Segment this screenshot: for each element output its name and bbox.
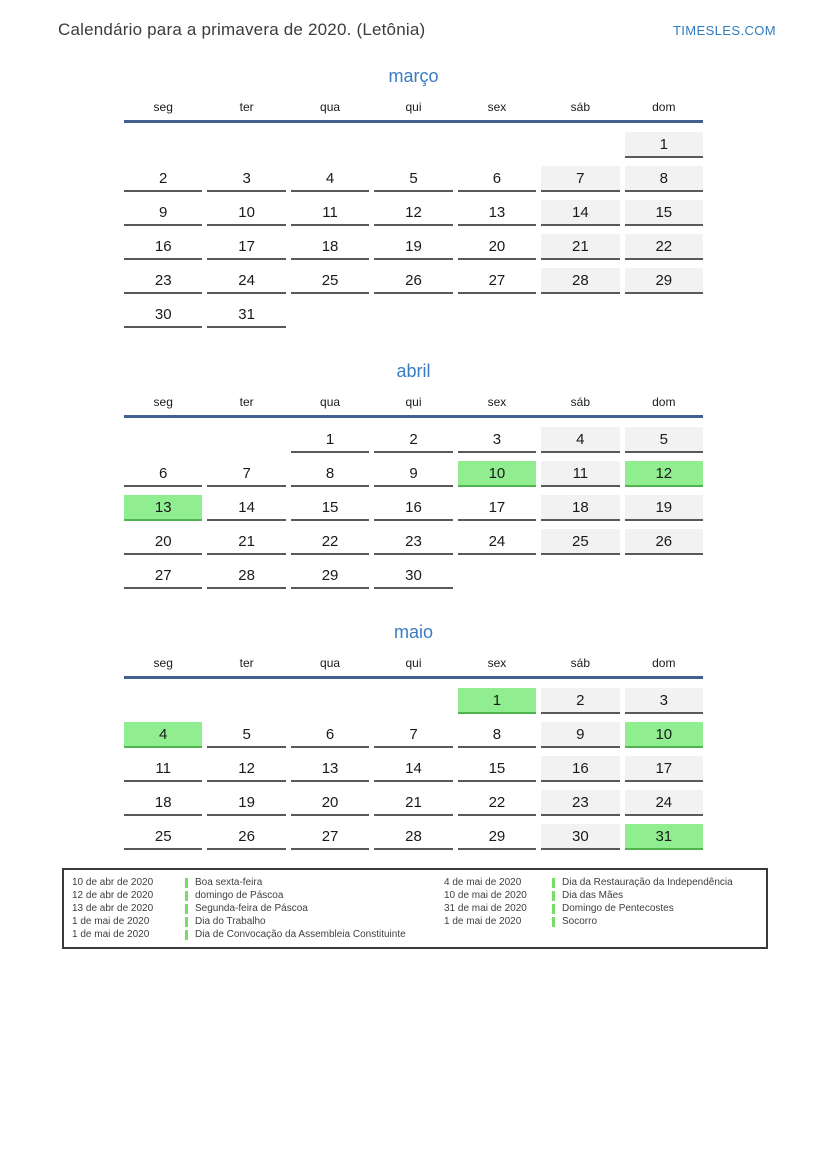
- day-cell: 20: [458, 234, 536, 260]
- day-cell: 16: [374, 495, 452, 521]
- day-cell: 1: [625, 132, 703, 158]
- legend-entry-date: 1 de mai de 2020: [444, 916, 522, 927]
- day-cell: 15: [291, 495, 369, 521]
- day-cell: 19: [207, 790, 285, 816]
- day-cell: 30: [541, 824, 619, 850]
- legend-entry: [72, 928, 444, 941]
- month-title: maio: [393, 622, 433, 642]
- weekday-label: qua: [320, 395, 341, 409]
- legend-entry: [72, 915, 444, 928]
- day-cell: 8: [625, 166, 703, 192]
- empty-cell: [625, 563, 703, 589]
- empty-cell: [541, 563, 619, 589]
- empty-cell: [124, 688, 202, 714]
- weekday-label: qui: [405, 395, 422, 409]
- day-cell: 10: [458, 461, 536, 487]
- weekday-label: dom: [652, 395, 676, 409]
- day-cell: 23: [374, 529, 452, 555]
- legend-entry-date: 12 de abr de 2020: [72, 890, 154, 901]
- site-logo-link[interactable]: TIMESLES.COM: [672, 23, 776, 38]
- weekday-label: sex: [487, 656, 507, 670]
- day-cell: 3: [207, 166, 285, 192]
- day-cell: 24: [625, 790, 703, 816]
- day-cell: 22: [291, 529, 369, 555]
- day-cell: 25: [124, 824, 202, 850]
- day-cell: 9: [124, 200, 202, 226]
- weekday-label: sex: [487, 100, 507, 114]
- weekday-label: sáb: [570, 395, 591, 409]
- legend-entry-name: Dia da Restauração da Independência: [562, 877, 733, 888]
- day-cell: 7: [207, 461, 285, 487]
- day-cell: 21: [374, 790, 452, 816]
- legend-entry: [72, 902, 444, 915]
- day-cell: 18: [124, 790, 202, 816]
- weekday-label: sáb: [570, 656, 591, 670]
- month-title: abril: [396, 361, 431, 381]
- empty-cell: [458, 302, 536, 328]
- day-cell: 11: [124, 756, 202, 782]
- day-cell: 8: [291, 461, 369, 487]
- weekday-label: qui: [405, 100, 422, 114]
- weekday-label: dom: [652, 656, 676, 670]
- day-cell: 6: [458, 166, 536, 192]
- empty-cell: [374, 688, 452, 714]
- empty-cell: [541, 132, 619, 158]
- weekday-label: qua: [320, 100, 341, 114]
- empty-cell: [541, 302, 619, 328]
- day-cell: 12: [207, 756, 285, 782]
- day-cell: 21: [207, 529, 285, 555]
- day-cell: 2: [124, 166, 202, 192]
- weekday-label: ter: [239, 656, 254, 670]
- day-cell: 27: [458, 268, 536, 294]
- day-cell: 4: [124, 722, 202, 748]
- legend-separator-bar: [552, 917, 555, 927]
- month-maio: [124, 622, 703, 850]
- day-cell: 10: [207, 200, 285, 226]
- calendar-months: [0, 66, 827, 850]
- legend-entry-name: Domingo de Pentecostes: [562, 903, 674, 914]
- month-title: março: [388, 66, 439, 86]
- day-cell: 17: [207, 234, 285, 260]
- legend-separator-bar: [552, 891, 555, 901]
- legend-entry: [444, 915, 733, 928]
- day-cell: 13: [458, 200, 536, 226]
- days-grid: [124, 132, 703, 328]
- legend-entry-name: Socorro: [562, 916, 598, 927]
- empty-cell: [207, 427, 285, 453]
- legend-entry-date: 1 de mai de 2020: [72, 916, 150, 927]
- empty-cell: [291, 302, 369, 328]
- day-cell: 1: [458, 688, 536, 714]
- weekday-header-row: [124, 395, 703, 418]
- legend-entry-date: 1 de mai de 2020: [72, 929, 150, 940]
- day-cell: 20: [291, 790, 369, 816]
- day-cell: 3: [625, 688, 703, 714]
- empty-cell: [458, 563, 536, 589]
- legend-entry-name: Dia de Convocação da Assembleia Constituinte: [195, 929, 406, 940]
- weekday-label: dom: [652, 100, 676, 114]
- day-cell: 27: [291, 824, 369, 850]
- empty-cell: [625, 302, 703, 328]
- day-cell: 19: [625, 495, 703, 521]
- day-cell: 27: [124, 563, 202, 589]
- empty-cell: [374, 302, 452, 328]
- day-cell: 14: [207, 495, 285, 521]
- legend-entry-date: 10 de mai de 2020: [444, 890, 527, 901]
- month-março: [124, 66, 703, 328]
- empty-cell: [207, 132, 285, 158]
- weekday-label: qua: [320, 656, 341, 670]
- month-abril: [124, 361, 703, 589]
- day-cell: 11: [291, 200, 369, 226]
- days-grid: [124, 688, 703, 850]
- day-cell: 18: [291, 234, 369, 260]
- day-cell: 6: [291, 722, 369, 748]
- day-cell: 14: [541, 200, 619, 226]
- page-title: Calendário para a primavera de 2020. (Letônia): [58, 20, 426, 39]
- legend-entry-date: 4 de mai de 2020: [444, 877, 522, 888]
- day-cell: 26: [374, 268, 452, 294]
- legend-entry-name: Dia do Trabalho: [195, 916, 266, 927]
- day-cell: 19: [374, 234, 452, 260]
- empty-cell: [291, 132, 369, 158]
- day-cell: 23: [541, 790, 619, 816]
- weekday-label: seg: [153, 656, 173, 670]
- weekday-label: seg: [153, 100, 173, 114]
- day-cell: 3: [458, 427, 536, 453]
- day-cell: 31: [625, 824, 703, 850]
- day-cell: 29: [458, 824, 536, 850]
- legend-entry: [72, 889, 444, 902]
- day-cell: 16: [541, 756, 619, 782]
- day-cell: 8: [458, 722, 536, 748]
- empty-cell: [124, 132, 202, 158]
- legend-column: [444, 876, 733, 928]
- day-cell: 25: [541, 529, 619, 555]
- legend-separator-bar: [185, 878, 188, 888]
- legend-entry-name: Dia das Mães: [562, 890, 624, 901]
- day-cell: 30: [374, 563, 452, 589]
- day-cell: 26: [207, 824, 285, 850]
- legend-column: [72, 876, 444, 941]
- legend-separator-bar: [552, 904, 555, 914]
- empty-cell: [124, 427, 202, 453]
- day-cell: 22: [625, 234, 703, 260]
- legend-separator-bar: [552, 878, 555, 888]
- legend-separator-bar: [185, 917, 188, 927]
- day-cell: 31: [207, 302, 285, 328]
- day-cell: 18: [541, 495, 619, 521]
- day-cell: 4: [541, 427, 619, 453]
- day-cell: 5: [625, 427, 703, 453]
- weekday-label: qui: [405, 656, 422, 670]
- day-cell: 13: [291, 756, 369, 782]
- legend-entry: [444, 902, 733, 915]
- legend-entry-name: domingo de Páscoa: [195, 890, 284, 901]
- day-cell: 2: [541, 688, 619, 714]
- day-cell: 14: [374, 756, 452, 782]
- legend-separator-bar: [185, 930, 188, 940]
- day-cell: 5: [207, 722, 285, 748]
- day-cell: 23: [124, 268, 202, 294]
- day-cell: 30: [124, 302, 202, 328]
- weekday-label: sáb: [570, 100, 591, 114]
- day-cell: 11: [541, 461, 619, 487]
- day-cell: 24: [207, 268, 285, 294]
- weekday-label: ter: [239, 100, 254, 114]
- day-cell: 22: [458, 790, 536, 816]
- day-cell: 6: [124, 461, 202, 487]
- day-cell: 15: [625, 200, 703, 226]
- weekday-label: sex: [487, 395, 507, 409]
- legend-entry-name: Segunda-feira de Páscoa: [195, 903, 308, 914]
- day-cell: 4: [291, 166, 369, 192]
- day-cell: 2: [374, 427, 452, 453]
- weekday-header-row: [124, 100, 703, 123]
- page-header: [0, 0, 827, 40]
- empty-cell: [458, 132, 536, 158]
- day-cell: 7: [541, 166, 619, 192]
- day-cell: 1: [291, 427, 369, 453]
- empty-cell: [207, 688, 285, 714]
- legend-entry-date: 10 de abr de 2020: [72, 877, 154, 888]
- day-cell: 29: [625, 268, 703, 294]
- day-cell: 20: [124, 529, 202, 555]
- day-cell: 28: [541, 268, 619, 294]
- day-cell: 12: [625, 461, 703, 487]
- weekday-label: seg: [153, 395, 173, 409]
- legend-entry-name: Boa sexta-feira: [195, 877, 263, 888]
- day-cell: 5: [374, 166, 452, 192]
- legend-separator-bar: [185, 891, 188, 901]
- day-cell: 26: [625, 529, 703, 555]
- day-cell: 13: [124, 495, 202, 521]
- weekday-label: ter: [239, 395, 254, 409]
- legend-separator-bar: [185, 904, 188, 914]
- day-cell: 17: [458, 495, 536, 521]
- legend-entry: [72, 876, 444, 889]
- day-cell: 10: [625, 722, 703, 748]
- day-cell: 7: [374, 722, 452, 748]
- legend-entry: [444, 876, 733, 889]
- day-cell: 28: [207, 563, 285, 589]
- day-cell: 21: [541, 234, 619, 260]
- empty-cell: [291, 688, 369, 714]
- day-cell: 9: [541, 722, 619, 748]
- day-cell: 17: [625, 756, 703, 782]
- day-cell: 12: [374, 200, 452, 226]
- empty-cell: [374, 132, 452, 158]
- weekday-header-row: [124, 656, 703, 679]
- day-cell: 9: [374, 461, 452, 487]
- legend-entry-date: 13 de abr de 2020: [72, 903, 154, 914]
- day-cell: 16: [124, 234, 202, 260]
- day-cell: 25: [291, 268, 369, 294]
- day-cell: 28: [374, 824, 452, 850]
- legend-entry: [444, 889, 733, 902]
- legend-entry-date: 31 de mai de 2020: [444, 903, 527, 914]
- day-cell: 24: [458, 529, 536, 555]
- day-cell: 29: [291, 563, 369, 589]
- days-grid: [124, 427, 703, 589]
- holiday-legend: [62, 868, 768, 949]
- day-cell: 15: [458, 756, 536, 782]
